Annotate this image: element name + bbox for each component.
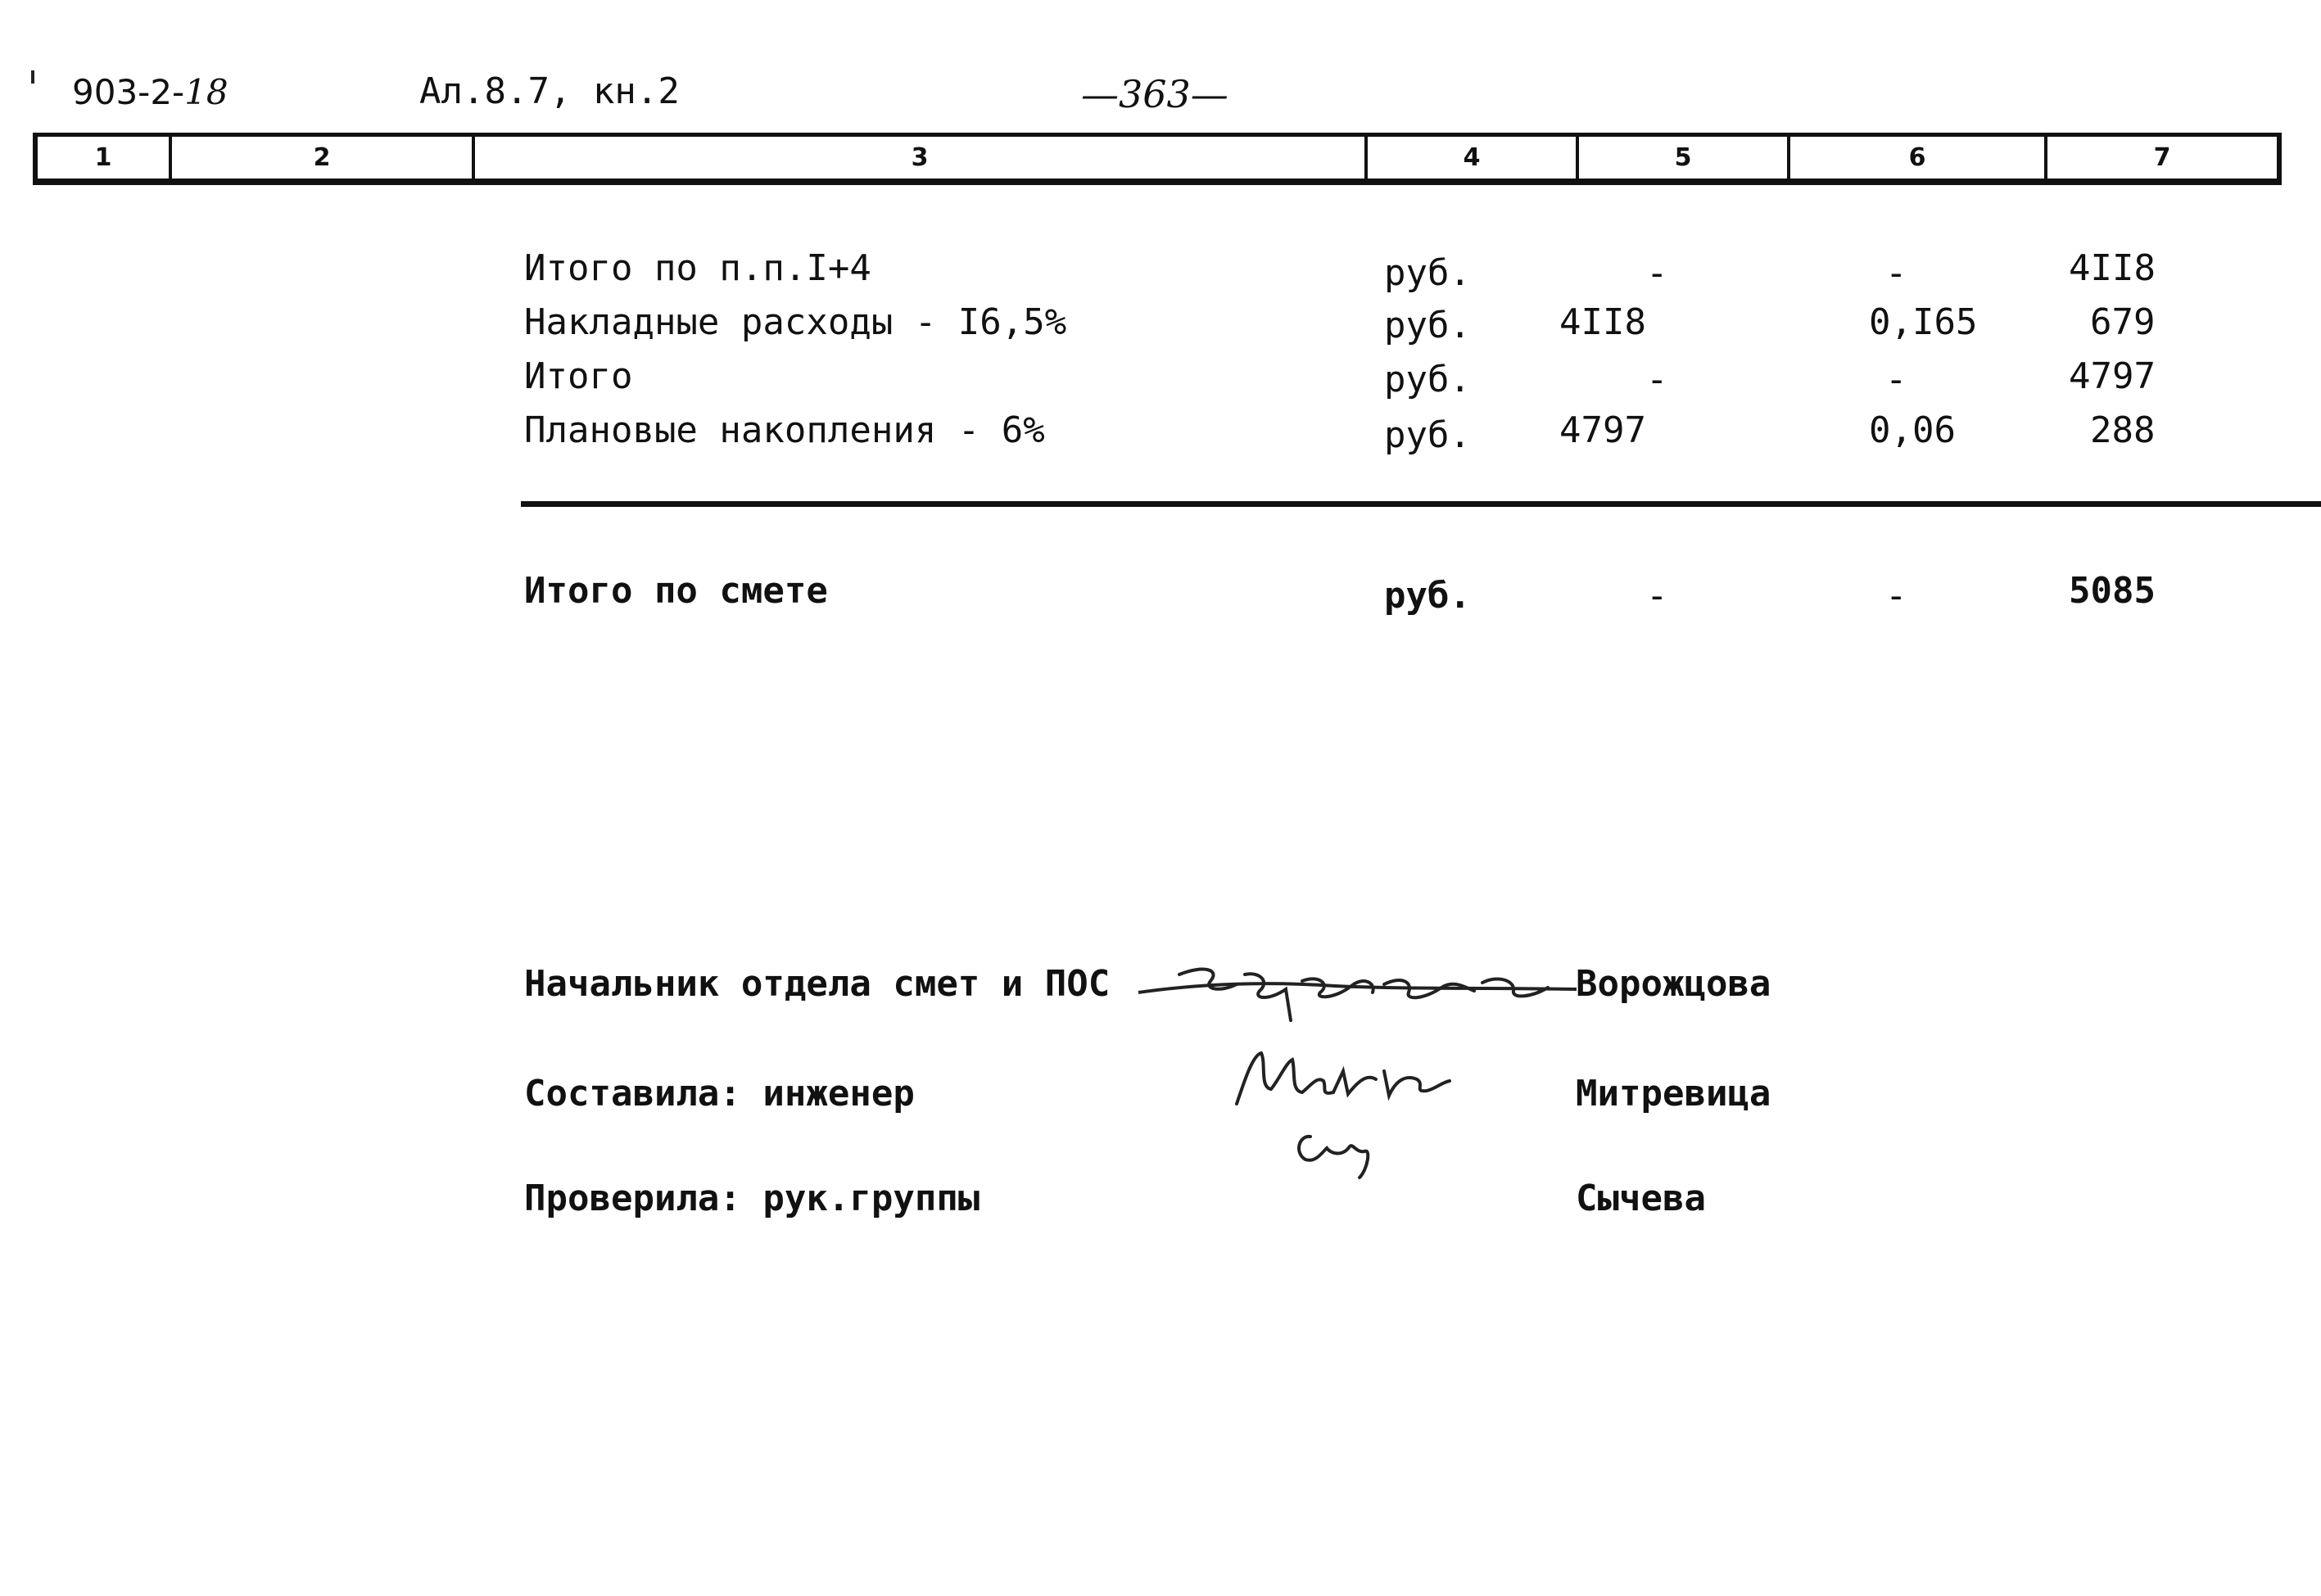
row-total: 679 xyxy=(2090,301,2156,343)
row-total: 4797 xyxy=(2069,355,2156,397)
document-reference: Ал.8.7, кн.2 xyxy=(419,70,680,112)
row-rate: - xyxy=(1885,252,1907,294)
row-total: 288 xyxy=(2090,409,2156,451)
row-name: Итого xyxy=(524,355,633,397)
row-base: - xyxy=(1646,359,1668,400)
row-name: Итого по п.п.I+4 xyxy=(524,247,871,289)
grand-total-unit: руб. xyxy=(1384,575,1471,617)
signer-role: Составила: инженер xyxy=(524,1073,915,1114)
column-header-7: 7 xyxy=(2153,143,2171,172)
grand-total-rate: - xyxy=(1885,575,1907,617)
row-rate: - xyxy=(1885,359,1907,400)
grand-total-value: 5085 xyxy=(2069,570,2156,612)
row-total: 4II8 xyxy=(2069,247,2156,289)
document-code xyxy=(72,72,228,112)
row-base: 4797 xyxy=(1559,409,1646,451)
row-base: 4II8 xyxy=(1559,301,1646,343)
signer-role: Начальник отдела смет и ПОС xyxy=(524,963,1111,1005)
document-code-printed: 903-2- xyxy=(72,72,185,112)
column-header-2: 2 xyxy=(172,137,475,179)
signer-role: Проверила: рук.группы xyxy=(524,1178,980,1219)
column-header-6: 6 xyxy=(1790,137,2047,179)
row-unit: руб. xyxy=(1384,305,1471,346)
signer-name: Митревица xyxy=(1576,1073,1771,1114)
handwritten-signature-icon xyxy=(1130,942,1589,1032)
column-header-4: 4 xyxy=(1368,137,1579,179)
row-base: - xyxy=(1646,252,1668,294)
total-divider-rule xyxy=(521,501,2321,507)
handwritten-signature-icon xyxy=(1220,1038,1482,1186)
margin-tick xyxy=(31,70,34,84)
row-rate: 0,I65 xyxy=(1869,301,1978,343)
page-number: —363— xyxy=(1081,72,1228,116)
column-header-5: 5 xyxy=(1579,137,1790,179)
column-header-strip xyxy=(33,133,2282,185)
row-rate: 0,06 xyxy=(1869,409,1956,451)
signer-name: Ворожцова xyxy=(1576,963,1771,1005)
grand-total-name: Итого по смете xyxy=(524,570,828,612)
row-unit: руб. xyxy=(1384,252,1471,294)
row-name: Накладные расходы - I6,5% xyxy=(524,301,1067,343)
row-name: Плановые накопления - 6% xyxy=(524,409,1045,451)
column-header-3: 3 xyxy=(475,137,1368,179)
document-code-handwritten: 18 xyxy=(184,72,228,112)
column-header-1: 1 xyxy=(38,137,172,179)
row-unit: руб. xyxy=(1384,359,1471,400)
row-unit: руб. xyxy=(1384,414,1471,456)
signer-name: Сычева xyxy=(1576,1178,1706,1219)
grand-total-base: - xyxy=(1646,575,1668,617)
